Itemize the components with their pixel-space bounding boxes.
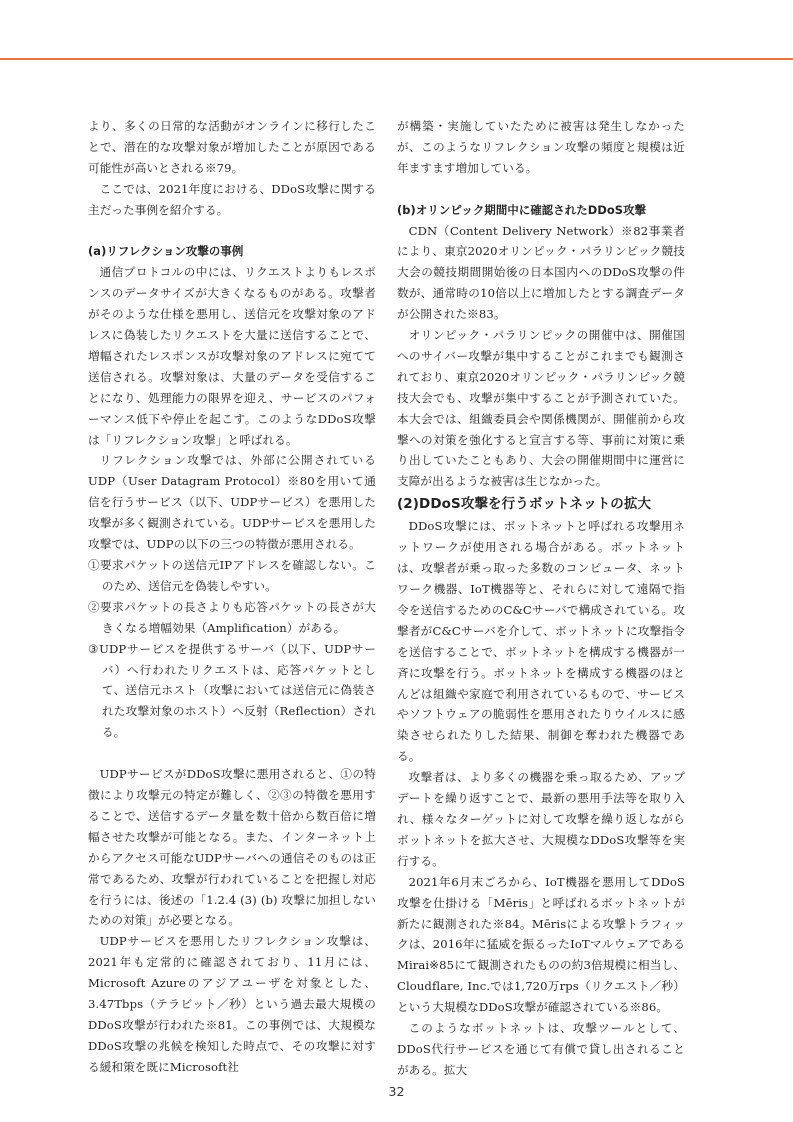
paragraph: より、多くの日常的な活動がオンラインに移行したことで、潜在的な攻撃対象が増加したことが原因である可能性が高いとされる※79。 bbox=[88, 119, 376, 175]
paragraph: このようなボットネットは、攻撃ツールとして、DDoS代行サービスを通じて有償で貸し出されることがある。拡大 bbox=[397, 1021, 685, 1077]
header-accent-rule bbox=[0, 58, 793, 60]
left-column bbox=[88, 116, 376, 1078]
spacer bbox=[88, 743, 376, 764]
list-item: ②要求パケットの長さよりも応答パケットの長さが大きくなる増幅効果（Amplification）がある。 bbox=[88, 599, 376, 635]
spacer bbox=[397, 179, 685, 200]
paragraph: オリンピック・パラリンピックの開催中は、開催国へのサイバー攻撃が集中することがこれまでも観測されており、東京2020オリンピック・パラリンピック競技大会でも、攻撃が集中することが予測されていた。本大会では、組織委員会や関係機関が、開催前から攻撃への対策を強化すると宣言する等、事前に対策に乗り出していたこともあり、大会の開催期間中に運営に支障が出るような被害は生じなかった。 bbox=[397, 328, 685, 489]
section-heading-b: (b)オリンピック期間中に確認されたDDoS攻撃 bbox=[397, 202, 647, 217]
list-item: ③UDPサービスを提供するサーバ（以下、UDPサーバ）へ行われたリクエストは、応答パケットとして、送信元ホスト（攻撃においては送信元に偽装された攻撃対象のホスト）へ反射（Reflection）される。 bbox=[88, 641, 376, 740]
paragraph: 2021年6月末ごろから、IoT機器を悪用してDDoS攻撃を仕掛ける「Mēris」と呼ばれるボットネットが新たに観測された※84。Mērisによる攻撃トラフィックは、2016年に猛威を振るったIoTマルウェアであるMirai※85にて観測されたものの約3倍規模に相当し、Cloudflare, Inc.では1,720万rps（リクエスト／秒）という大規模なDDoS攻撃が確認されている※86。 bbox=[397, 874, 685, 1015]
paragraph: 攻撃者は、より多くの機器を乗っ取るため、アップデートを繰り返すことで、最新の悪用手法等を取り入れ、様々なターゲットに対して攻撃を繰り返しながらボットネットを拡大させ、大規模なDDoS攻撃等を実行する。 bbox=[397, 770, 685, 868]
page-number: 32 bbox=[388, 1084, 405, 1099]
spacer bbox=[88, 221, 376, 242]
section-heading-2: (2)DDoS攻撃を行うボットネットの拡大 bbox=[397, 496, 652, 513]
paragraph: CDN（Content Delivery Network）※82事業者により、東京2020オリンピック・パラリンピック競技大会の競技期間開始後の日本国内へのDDoS攻撃の件数が、通常時の10倍以上に増加したとする調査データが公開された※83。 bbox=[397, 223, 685, 322]
section-heading-a: (a)リフレクション攻撃の事例 bbox=[88, 244, 244, 259]
right-column bbox=[397, 116, 685, 1081]
paragraph: が構築・実施していたために被害は発生しなかったが、このようなリフレクション攻撃の頻度と規模は近年ますます増加している。 bbox=[397, 119, 685, 175]
paragraph: リフレクション攻撃では、外部に公開されているUDP（User Datagram Protocol）※80を用いて通信を行うサービス（以下、UDPサービス）を悪用した攻撃が多く観測されている。UDPサービスを悪用した攻撃では、UDPの以下の三つの特徴が悪用される。 bbox=[88, 453, 376, 552]
paragraph: UDPサービスがDDoS攻撃に悪用されると、①の特徴により攻撃元の特定が難しく、②③の特徴を悪用することで、送信するデータ量を数十倍から数百倍に増幅させた攻撃が可能となる。また、インターネット上からアクセス可能なUDPサーバへの通信そのものは正常であるため、攻撃が行われていることを把握し対応を行うには、後述の「1.2.4 (3) (b) 攻撃に加担しないための対策」が必要となる。 bbox=[88, 767, 376, 928]
paragraph: 通信プロトコルの中には、リクエストよりもレスポンスのデータサイズが大きくなるものがある。攻撃者がそのような仕様を悪用し、送信元を攻撃対象のアドレスに偽装したリクエストを大量に送信することで、増幅されたレスポンスが攻撃対象のアドレスに宛てて送信される。攻撃対象は、大量のデータを受信することになり、処理能力の限界を迎え、サービスのパフォーマンス低下や停止を起こす。このようなDDoS攻撃は「リフレクション攻撃」と呼ばれる。 bbox=[88, 265, 376, 447]
paragraph: DDoS攻撃には、ボットネットと呼ばれる攻撃用ネットワークが使用される場合がある。ボットネットは、攻撃者が乗っ取った多数のコンピュータ、ネットワーク機器、IoT機器等と、それらに対して遠隔で指令を送信するためのC&Cサーバで構成されている。攻撃者がC&Cサーバを介して、ボットネットに攻撃指令を送信することで、ボットネットを構成する機器が一斉に攻撃を行う。ボットネットを構成する機器のほとんどは組織や家庭で利用されているもので、サービスやソフトウェアの脆弱性を悪用されたりウイルスに感染させられたりした結果、制御を奪われた機器である。 bbox=[397, 519, 685, 764]
paragraph: UDPサービスを悪用したリフレクション攻撃は、2021年も定常的に確認されており、11月には、Microsoft Azureのアジアユーザを対象とした、3.47Tbps（テラビット／秒）という過去最大規模のDDoS攻撃が行われた※81。この事例では、大規模なDDoS攻撃の兆候を検知した時点で、その攻撃に対する緩和策を既にMicrosoft社 bbox=[88, 934, 376, 1074]
list-item: ①要求パケットの送信元IPアドレスを確認しない。このため、送信元を偽装しやすい。 bbox=[88, 558, 376, 593]
paragraph: ここでは、2021年度における、DDoS攻撃に関する主だった事例を紹介する。 bbox=[88, 181, 376, 217]
